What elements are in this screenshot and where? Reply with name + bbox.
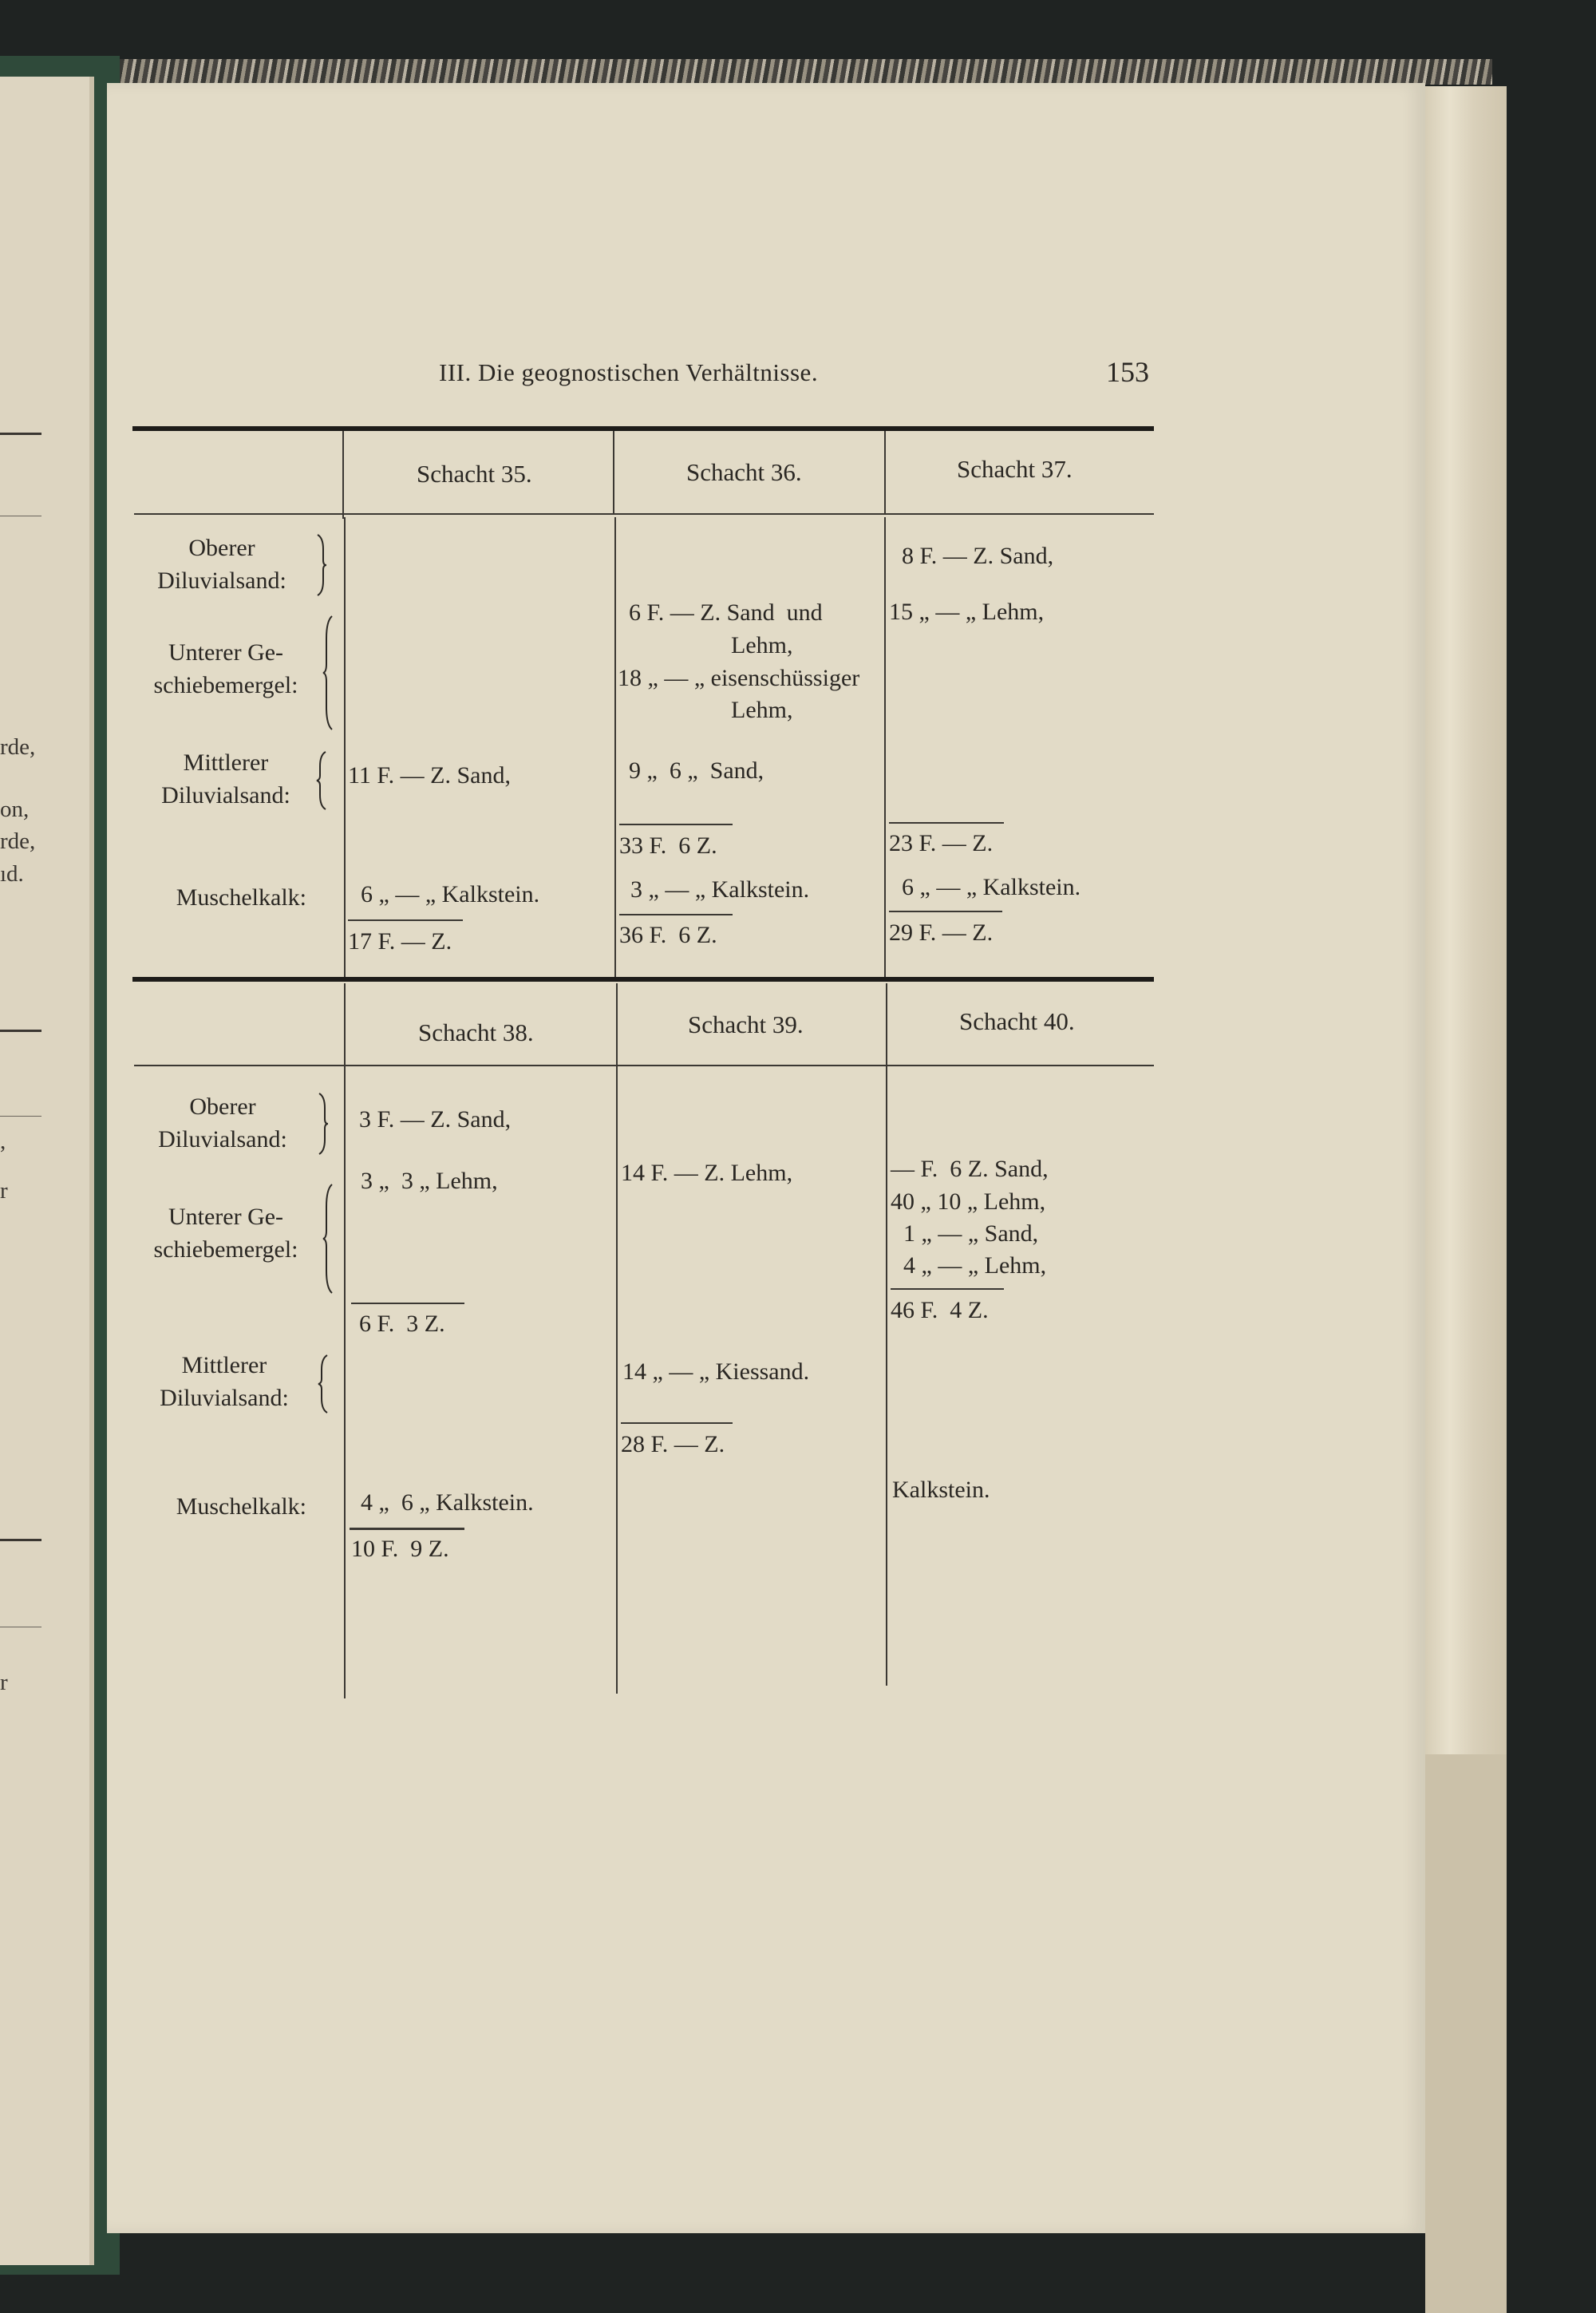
s40-row-4: 4 „ — „ Lehm, [903, 1252, 1047, 1279]
s37-unterer-value: 15 „ — „ Lehm, [889, 599, 1045, 625]
s35-mittlerer-value: 11 F. — Z. Sand, [348, 762, 511, 789]
s40-row-1: — F. 6 Z. Sand, [891, 1156, 1049, 1182]
s37-oberer-value: 8 F. — Z. Sand, [902, 543, 1054, 569]
category-label-line: Mittlerer [181, 1352, 267, 1378]
s38-muschelkalk-value: 4 „ 6 „ Kalkstein. [361, 1489, 534, 1516]
left-text-fragment: , [0, 1129, 6, 1154]
column-divider [344, 517, 346, 977]
s40-row-3: 1 „ — „ Sand, [903, 1220, 1039, 1247]
left-brace-icon [316, 750, 327, 811]
category-unterer-geschiebemergel [140, 636, 311, 702]
s36-mittlerer-value: 9 „ 6 „ Sand, [629, 757, 764, 784]
sum-rule [889, 822, 1004, 824]
category-mittlerer-diluvialsand [140, 746, 311, 812]
column-header-schacht-35: Schacht 35. [417, 460, 532, 488]
column-header-schacht-37: Schacht 37. [957, 455, 1073, 483]
category-label-line: Diluvialsand: [161, 782, 290, 809]
left-text-fragment: r [0, 1670, 8, 1695]
s39-mittlerer-value: 14 „ — „ Kiessand. [622, 1358, 810, 1385]
sum-rule [351, 1303, 464, 1304]
left-brace-icon [322, 1183, 334, 1295]
s37-subtotal: 23 F. — Z. [889, 830, 994, 856]
column-divider [884, 517, 886, 977]
sum-rule [348, 919, 463, 921]
category-oberer-diluvialsand [134, 532, 310, 597]
sum-rule [619, 824, 733, 825]
s37-total: 29 F. — Z. [889, 919, 994, 946]
sum-rule [621, 1422, 733, 1424]
right-brace-icon [316, 533, 327, 597]
category-label-line: schiebemergel: [153, 672, 298, 698]
sum-rule [889, 911, 1002, 912]
left-text-fragment: rde, [0, 734, 36, 760]
s35-muschelkalk-value: 6 „ — „ Kalkstein. [361, 881, 540, 907]
running-header: III. Die geognostischen Verhältnisse. [439, 358, 819, 386]
category-label-line: Mittlerer [183, 749, 269, 776]
category-label-line: Diluvialsand: [160, 1385, 289, 1411]
column-divider [344, 983, 346, 1698]
s36-unterer-line2b: Lehm, [731, 697, 793, 723]
column-divider [614, 517, 616, 977]
s40-row-2: 40 „ 10 „ Lehm, [891, 1188, 1046, 1215]
s36-unterer-line1: 6 F. — Z. Sand und [629, 599, 823, 626]
left-text-fragment: r [0, 1178, 8, 1204]
column-divider [616, 983, 618, 1694]
s36-subtotal: 33 F. 6 Z. [619, 832, 717, 859]
column-divider [342, 431, 344, 519]
sum-rule [350, 1528, 464, 1530]
category-label-line: Diluvialsand: [158, 1126, 287, 1153]
left-rule [0, 1539, 41, 1541]
category-mittlerer-diluvialsand [136, 1349, 313, 1414]
category-label-line: schiebemergel: [153, 1236, 298, 1263]
category-label-line: Oberer [189, 1093, 256, 1120]
left-brace-icon [322, 615, 334, 731]
column-header-schacht-39: Schacht 39. [688, 1010, 804, 1038]
column-header-schacht-38: Schacht 38. [418, 1018, 534, 1046]
s38-subtotal: 6 F. 3 Z. [359, 1311, 445, 1337]
s40-muschelkalk-value: Kalkstein. [892, 1477, 990, 1503]
left-brace-icon [318, 1354, 329, 1414]
sum-rule [619, 914, 733, 915]
table-bottom-rule [132, 977, 1154, 982]
category-muschelkalk: Muschelkalk: [176, 884, 306, 911]
column-divider [886, 983, 887, 1686]
left-text-fragment: on, [0, 797, 30, 822]
page-number: 153 [1106, 356, 1149, 388]
left-rule [0, 433, 41, 435]
s36-unterer-line1b: Lehm, [731, 632, 793, 658]
category-oberer-diluvialsand [134, 1090, 311, 1156]
s36-unterer-line2: 18 „ — „ eisenschüssiger [618, 665, 860, 691]
column-header-schacht-40: Schacht 40. [959, 1007, 1075, 1035]
left-thin-rule [0, 1116, 41, 1117]
previous-page-fragment [0, 77, 94, 2265]
s39-unterer-value: 14 F. — Z. Lehm, [621, 1160, 793, 1186]
s36-muschelkalk-value: 3 „ — „ Kalkstein. [630, 876, 810, 903]
s38-unterer-value: 3 „ 3 „ Lehm, [361, 1168, 498, 1194]
left-text-fragment: ıd. [0, 861, 24, 887]
column-header-schacht-36: Schacht 36. [686, 458, 802, 486]
s40-subtotal: 46 F. 4 Z. [891, 1297, 989, 1323]
category-label-line: Diluvialsand: [157, 567, 286, 594]
column-divider [613, 431, 614, 515]
right-brace-icon [318, 1092, 329, 1156]
header-divider [134, 1065, 1154, 1066]
s36-total: 36 F. 6 Z. [619, 922, 717, 948]
page-edge [1425, 86, 1507, 2233]
header-divider [134, 513, 1154, 515]
column-divider [884, 431, 886, 515]
category-muschelkalk: Muschelkalk: [176, 1493, 306, 1520]
left-rule [0, 1030, 41, 1032]
table-top-rule [132, 426, 1154, 431]
category-unterer-geschiebemergel [140, 1200, 311, 1266]
category-label-line: Oberer [188, 535, 255, 561]
marbled-edge-strip [120, 59, 1492, 85]
left-text-fragment: rde, [0, 828, 36, 854]
sum-rule [891, 1288, 1004, 1290]
s39-total: 28 F. — Z. [621, 1431, 725, 1457]
s37-muschelkalk-value: 6 „ — „ Kalkstein. [902, 874, 1081, 900]
s35-total: 17 F. — Z. [348, 928, 452, 955]
category-label-line: Unterer Ge- [168, 639, 284, 666]
s38-total: 10 F. 9 Z. [351, 1536, 449, 1562]
s38-oberer-value: 3 F. — Z. Sand, [359, 1106, 512, 1133]
category-label-line: Unterer Ge- [168, 1204, 284, 1230]
